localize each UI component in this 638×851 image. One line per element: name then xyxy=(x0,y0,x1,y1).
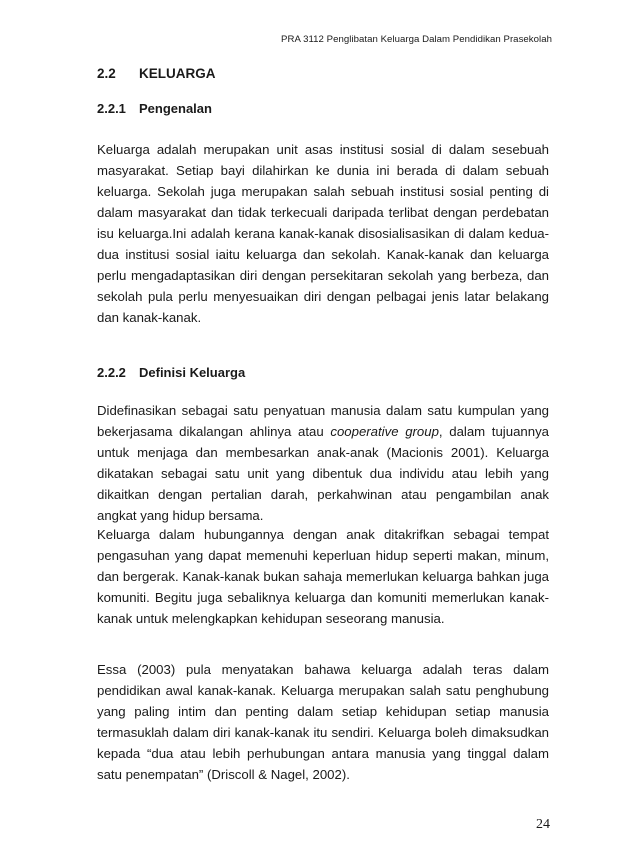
paragraph-definisi-2: Keluarga dalam hubungannya dengan anak ditakrifkan sebagai tempat pengasuhan yang dapat memenuhi keperluan hidup seperti makan, minum, dan bergerak. Kanak-kanak bukan sahaja memerlukan keluarga bahkan juga komuniti. Begitu juga sebaliknya keluarga dan komuniti memerlukan kanak-kanak untuk melengkapkan kehidupan seseorang manusia. xyxy=(97,527,549,626)
paragraph-definisi-1 xyxy=(97,400,549,526)
section-number: 2.2 xyxy=(97,66,116,81)
section-heading xyxy=(97,66,216,81)
running-header: PRA 3112 Penglibatan Keluarga Dalam Pendidikan Prasekolah xyxy=(281,34,552,45)
page-number: 24 xyxy=(536,817,550,832)
subsection-number: 2.2.1 xyxy=(97,101,126,116)
subsection-title: Definisi Keluarga xyxy=(139,365,246,380)
subsection-title: Pengenalan xyxy=(139,101,212,116)
paragraph-pengenalan: Keluarga adalah merupakan unit asas institusi sosial di dalam sesebuah masyarakat. Setiap bayi dilahirkan ke dunia ini berada di dalam sebuah keluarga. Sekolah juga merupakan salah sebuah institusi sosial penting di dalam masyarakat dan tidak terkecuali daripada terlibat dengan perdebatan isu keluarga.Ini adalah kerana kanak-kanak disosialisasikan di dalam kedua-dua institusi sosial iaitu keluarga dan sekolah. Kanak-kanak dan keluarga perlu mengadaptasikan diri dengan persekitaran sekolah yang berbeza, dan sekolah pula perlu menyesuaikan diri dengan pelbagai jenis latar belakang dan kanak-kanak. xyxy=(97,142,549,325)
paragraph-text: Didefinasikan sebagai satu penyatuan manusia dalam satu kumpulan yang bekerjasama dikalangan ahlinya atau xyxy=(97,403,549,439)
subsection-heading-definisi xyxy=(97,365,245,380)
paragraph-definisi-3: Essa (2003) pula menyatakan bahawa keluarga adalah teras dalam pendidikan awal kanak-kanak. Keluarga merupakan salah satu penghubung yang paling intim dan penting dalam setiap kehidupan setiap manusia termasuklah dalam diri kanak-kanak itu sendiri. Keluarga boleh dimaksudkan kepada “dua atau lebih perhubungan antara manusia yang tinggal dalam satu penempatan” (Driscoll & Nagel, 2002). xyxy=(97,662,549,782)
italic-term: cooperative group xyxy=(330,424,439,439)
section-title: KELUARGA xyxy=(139,66,216,81)
subsection-heading-pengenalan xyxy=(97,101,212,116)
subsection-number: 2.2.2 xyxy=(97,365,126,380)
paragraph-text: , dalam tujuannya untuk menjaga dan membesarkan anak-anak (Macionis 2001). Keluarga dikatakan sebagai satu unit yang dibentuk dua individu atau lebih yang dikaitkan dengan pertalian darah, perkahwinan atau pengambilan anak angkat yang hidup bersama. xyxy=(97,424,549,523)
